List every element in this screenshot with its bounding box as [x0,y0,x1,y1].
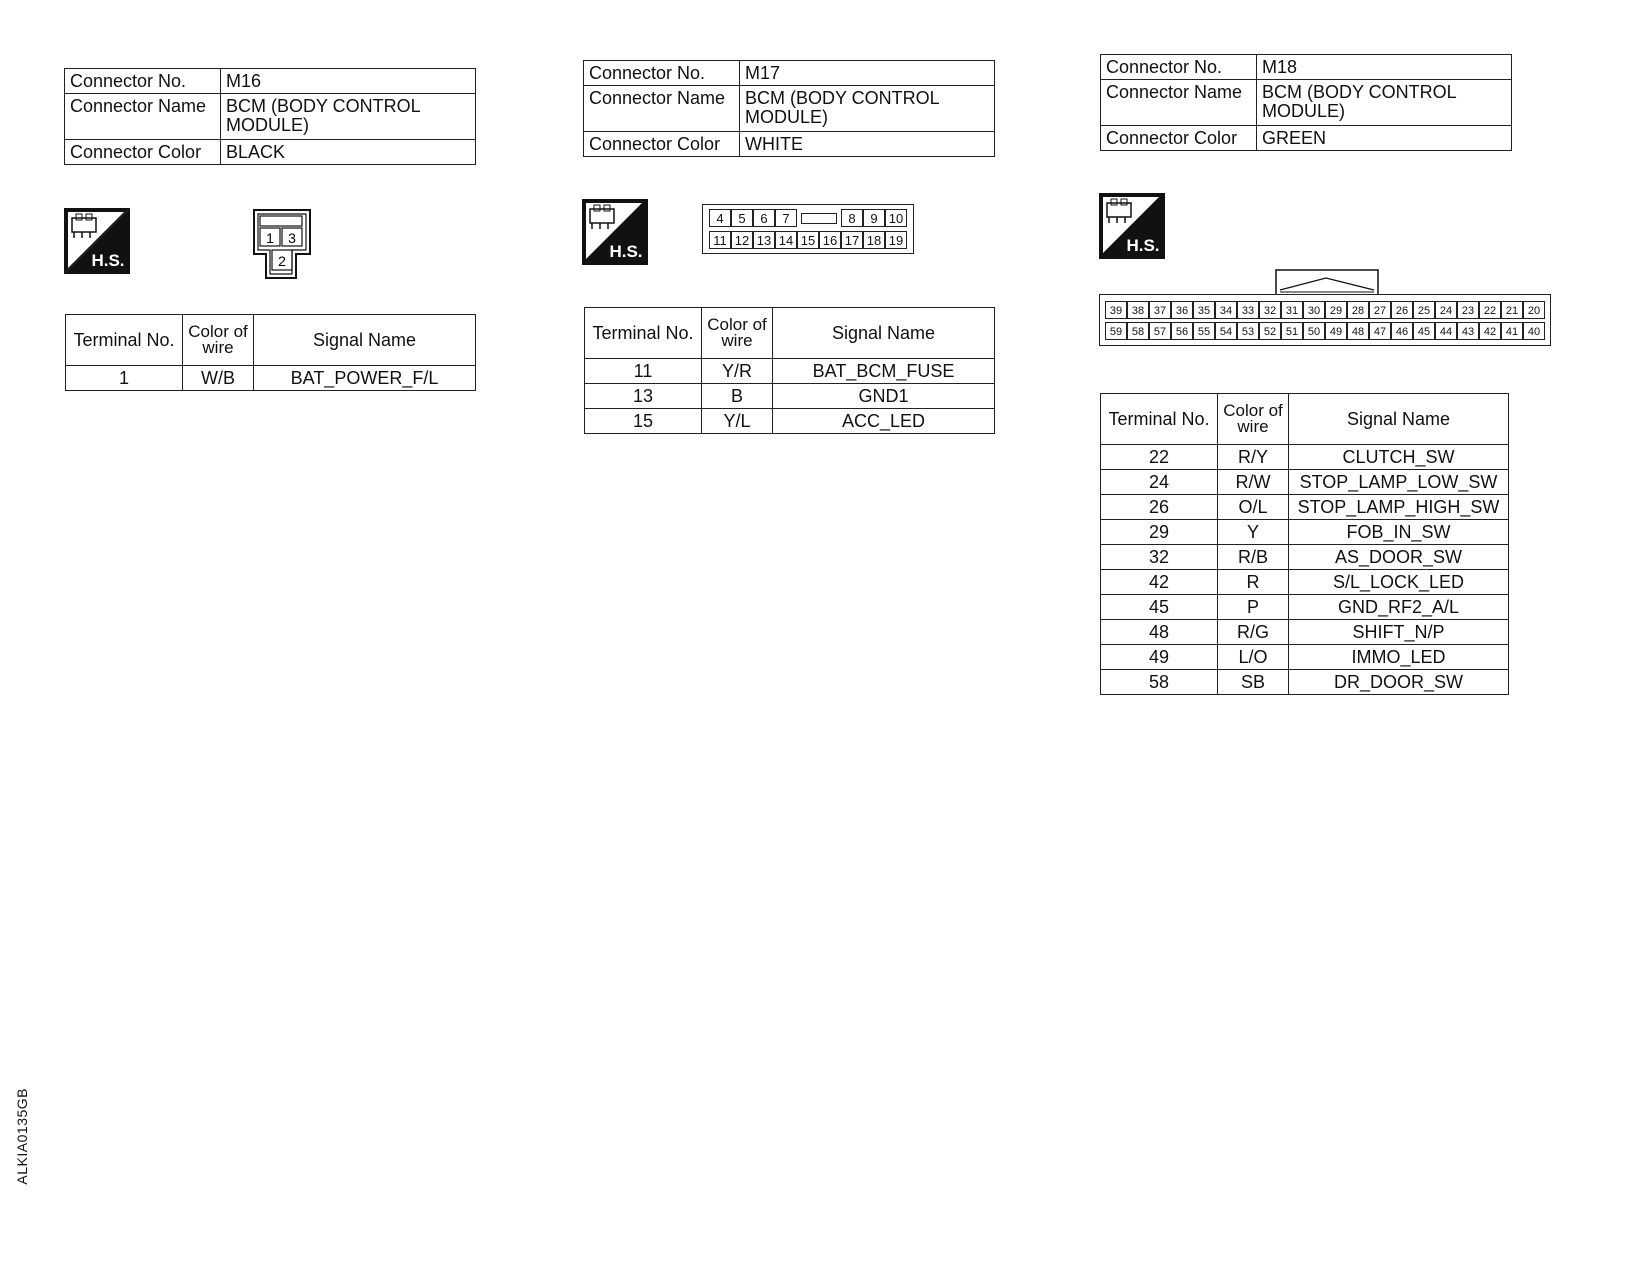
wire-color-cell: R/Y [1218,445,1289,470]
signal-name-cell: ACC_LED [773,409,995,434]
pin-label: 44 [1435,322,1457,340]
connector-name-label: Connector Name [1101,80,1257,126]
terminal-no-cell: 45 [1101,595,1218,620]
pin-label: 31 [1281,301,1303,319]
pin-row-top [1105,301,1545,319]
connector-no-value: M18 [1257,55,1512,80]
wire-color-cell: R/B [1218,545,1289,570]
hs-label: H.S. [609,242,643,261]
pin-label: 15 [797,231,819,249]
pin-label: 40 [1523,322,1545,340]
connector-no-label: Connector No. [584,61,740,86]
terminal-rows [585,359,995,434]
pin-label: 45 [1413,322,1435,340]
terminal-row [1101,620,1509,645]
pin-row-top [709,209,907,227]
terminal-no-cell: 58 [1101,670,1218,695]
terminal-no-cell: 29 [1101,520,1218,545]
pin-label: 3 [288,230,296,246]
connector-no-value: M17 [740,61,995,86]
pin-label: 22 [1479,301,1501,319]
connector-name-label: Connector Name [584,86,740,132]
terminal-table-m17 [584,307,995,434]
terminal-row [1101,470,1509,495]
signal-name-cell: BAT_POWER_F/L [254,366,476,391]
pin-label: 11 [709,231,731,249]
signal-name-header: Signal Name [773,308,995,359]
pin-label: 14 [775,231,797,249]
terminal-no-cell: 1 [66,366,183,391]
connector-info-table-m17 [583,60,995,157]
pin-label: 24 [1435,301,1457,319]
pin-label: 6 [753,209,775,227]
connector-face-m16 [252,208,314,282]
terminal-no-cell: 32 [1101,545,1218,570]
connector-key [797,209,841,227]
connector-face-m17 [702,204,914,254]
wire-color-cell: B [702,384,773,409]
signal-name-cell: S/L_LOCK_LED [1289,570,1509,595]
terminal-row [1101,545,1509,570]
terminal-rows [1101,445,1509,695]
signal-name-cell: STOP_LAMP_HIGH_SW [1289,495,1509,520]
pin-label: 20 [1523,301,1545,319]
terminal-row [1101,595,1509,620]
wire-color-cell: R [1218,570,1289,595]
pin-label: 43 [1457,322,1479,340]
pin-label: 53 [1237,322,1259,340]
pin-label: 58 [1127,322,1149,340]
pin-label: 55 [1193,322,1215,340]
terminal-row [1101,495,1509,520]
pin-label: 19 [885,231,907,249]
terminal-no-cell: 15 [585,409,702,434]
connector-color-value: BLACK [221,140,476,165]
signal-name-header: Signal Name [1289,394,1509,445]
pin-label: 49 [1325,322,1347,340]
figure-code: ALKIA0135GB [14,1088,30,1185]
color-of-wire-header: Color of wire [702,308,773,359]
signal-name-cell: GND_RF2_A/L [1289,595,1509,620]
pin-label: 35 [1193,301,1215,319]
terminal-no-cell: 26 [1101,495,1218,520]
pin-label: 48 [1347,322,1369,340]
pin-label: 54 [1215,322,1237,340]
pin-label: 38 [1127,301,1149,319]
pin-label: 46 [1391,322,1413,340]
pin-label: 8 [841,209,863,227]
pin-label: 36 [1171,301,1193,319]
terminal-row [1101,445,1509,470]
terminal-no-cell: 49 [1101,645,1218,670]
wire-color-cell: W/B [183,366,254,391]
terminal-no-cell: 22 [1101,445,1218,470]
pin-label: 32 [1259,301,1281,319]
pin-label: 29 [1325,301,1347,319]
terminal-table-m16 [65,314,476,391]
connector-name-value: BCM (BODY CONTROL MODULE) [221,94,476,140]
pin-label: 37 [1149,301,1171,319]
wire-color-cell: R/G [1218,620,1289,645]
pin-label: 16 [819,231,841,249]
terminal-table-m18 [1100,393,1509,695]
terminal-row [585,359,995,384]
connector-no-label: Connector No. [1101,55,1257,80]
hs-harness-side-icon [1099,193,1165,259]
pin-label: 7 [775,209,797,227]
pin-label: 30 [1303,301,1325,319]
terminal-no-header: Terminal No. [585,308,702,359]
terminal-no-header: Terminal No. [1101,394,1218,445]
connector-info-table-m16 [64,68,476,165]
terminal-no-cell: 24 [1101,470,1218,495]
signal-name-cell: SHIFT_N/P [1289,620,1509,645]
terminal-rows [66,366,476,391]
wire-color-cell: P [1218,595,1289,620]
terminal-no-cell: 11 [585,359,702,384]
pin-label: 23 [1457,301,1479,319]
signal-name-header: Signal Name [254,315,476,366]
pin-label: 51 [1281,322,1303,340]
wire-color-cell: L/O [1218,645,1289,670]
signal-name-cell: IMMO_LED [1289,645,1509,670]
pin-label: 47 [1369,322,1391,340]
hs-harness-side-icon [582,199,648,265]
pin-label: 26 [1391,301,1413,319]
pin-label: 41 [1501,322,1523,340]
hs-harness-side-icon [64,208,130,274]
wire-color-cell: Y/L [702,409,773,434]
pin-label: 17 [841,231,863,249]
connector-color-label: Connector Color [584,132,740,157]
terminal-row [1101,645,1509,670]
pin-label: 59 [1105,322,1127,340]
signal-name-cell: AS_DOOR_SW [1289,545,1509,570]
pin-label: 9 [863,209,885,227]
wire-color-cell: Y/R [702,359,773,384]
pin-row-bottom [709,231,907,249]
wire-color-cell: SB [1218,670,1289,695]
connector-no-label: Connector No. [65,69,221,94]
terminal-row [585,384,995,409]
pin-label: 12 [731,231,753,249]
signal-name-cell: STOP_LAMP_LOW_SW [1289,470,1509,495]
wire-color-cell: R/W [1218,470,1289,495]
pin-label: 33 [1237,301,1259,319]
pin-label: 13 [753,231,775,249]
pin-label: 34 [1215,301,1237,319]
pin-row-bottom [1105,322,1545,340]
connector-color-label: Connector Color [65,140,221,165]
terminal-row [585,409,995,434]
pin-label: 50 [1303,322,1325,340]
connector-color-label: Connector Color [1101,126,1257,151]
connector-no-value: M16 [221,69,476,94]
connector-color-value: GREEN [1257,126,1512,151]
pin-label: 56 [1171,322,1193,340]
pin-label: 25 [1413,301,1435,319]
signal-name-cell: DR_DOOR_SW [1289,670,1509,695]
hs-label: H.S. [91,251,125,270]
color-of-wire-header: Color of wire [1218,394,1289,445]
connector-name-value: BCM (BODY CONTROL MODULE) [1257,80,1512,126]
terminal-no-cell: 13 [585,384,702,409]
signal-name-cell: CLUTCH_SW [1289,445,1509,470]
pin-label: 4 [709,209,731,227]
wire-color-cell: Y [1218,520,1289,545]
connector-info-table-m18 [1100,54,1512,151]
connector-lock-tab-m18 [1274,268,1380,294]
pin-label: 39 [1105,301,1127,319]
terminal-no-header: Terminal No. [66,315,183,366]
pin-label: 21 [1501,301,1523,319]
pin-label: 57 [1149,322,1171,340]
terminal-row [66,366,476,391]
pin-label: 2 [278,253,286,269]
pin-label: 42 [1479,322,1501,340]
pin-label: 18 [863,231,885,249]
wire-color-cell: O/L [1218,495,1289,520]
connector-name-label: Connector Name [65,94,221,140]
pin-label: 10 [885,209,907,227]
pin-label: 5 [731,209,753,227]
connector-face-m18 [1099,294,1551,346]
terminal-no-cell: 42 [1101,570,1218,595]
terminal-row [1101,520,1509,545]
connector-name-value: BCM (BODY CONTROL MODULE) [740,86,995,132]
signal-name-cell: BAT_BCM_FUSE [773,359,995,384]
pin-label: 28 [1347,301,1369,319]
connector-color-value: WHITE [740,132,995,157]
color-of-wire-header: Color of wire [183,315,254,366]
pin-label: 1 [266,230,274,246]
hs-label: H.S. [1126,236,1160,255]
pin-label: 52 [1259,322,1281,340]
pin-label: 27 [1369,301,1391,319]
signal-name-cell: FOB_IN_SW [1289,520,1509,545]
terminal-row [1101,670,1509,695]
terminal-no-cell: 48 [1101,620,1218,645]
signal-name-cell: GND1 [773,384,995,409]
terminal-row [1101,570,1509,595]
